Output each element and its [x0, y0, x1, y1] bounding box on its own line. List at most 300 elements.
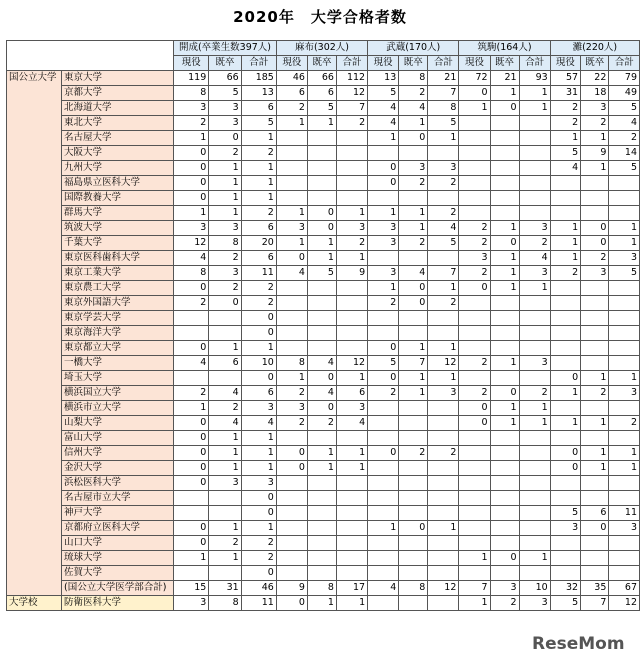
count-cell: 2 — [609, 416, 640, 431]
university-name: 東北大学 — [62, 116, 174, 131]
count-cell: 2 — [581, 251, 609, 266]
count-cell — [459, 566, 490, 581]
subheader-cell: 現役 — [276, 56, 307, 71]
count-cell: 1 — [209, 161, 241, 176]
university-name: 信州大学 — [62, 446, 174, 461]
count-cell: 8 — [209, 236, 241, 251]
count-cell: 0 — [307, 206, 336, 221]
count-cell: 0 — [550, 371, 580, 386]
count-cell — [459, 461, 490, 476]
count-cell — [519, 476, 550, 491]
count-cell: 3 — [550, 521, 580, 536]
count-cell — [459, 191, 490, 206]
count-cell — [581, 311, 609, 326]
count-cell — [336, 431, 367, 446]
count-cell: 12 — [428, 581, 459, 596]
university-name: 京都府立医科大学 — [62, 521, 174, 536]
count-cell — [519, 341, 550, 356]
count-cell — [519, 296, 550, 311]
count-cell: 1 — [209, 431, 241, 446]
count-cell — [209, 371, 241, 386]
count-cell — [428, 326, 459, 341]
count-cell — [307, 566, 336, 581]
count-cell: 4 — [519, 251, 550, 266]
count-cell: 5 — [368, 356, 399, 371]
university-name: 金沢大学 — [62, 461, 174, 476]
count-cell: 4 — [336, 416, 367, 431]
count-cell — [336, 476, 367, 491]
count-cell — [609, 551, 640, 566]
count-cell: 2 — [428, 176, 459, 191]
count-cell: 3 — [241, 401, 276, 416]
count-cell: 6 — [209, 356, 241, 371]
count-cell — [174, 326, 209, 341]
table-row — [7, 206, 640, 221]
count-cell — [581, 296, 609, 311]
count-cell: 1 — [399, 341, 428, 356]
count-cell — [609, 191, 640, 206]
count-cell — [490, 446, 519, 461]
count-cell: 2 — [276, 386, 307, 401]
subheader-cell: 合計 — [428, 56, 459, 71]
count-cell — [399, 146, 428, 161]
count-cell: 4 — [307, 356, 336, 371]
count-cell: 1 — [490, 251, 519, 266]
count-cell: 20 — [241, 236, 276, 251]
count-cell: 7 — [459, 581, 490, 596]
count-cell: 1 — [490, 401, 519, 416]
count-cell — [276, 491, 307, 506]
count-cell — [519, 161, 550, 176]
count-cell: 3 — [519, 356, 550, 371]
count-cell: 3 — [174, 101, 209, 116]
count-cell — [581, 176, 609, 191]
count-cell — [368, 566, 399, 581]
count-cell — [336, 176, 367, 191]
count-cell: 6 — [307, 86, 336, 101]
count-cell: 2 — [209, 251, 241, 266]
count-cell: 1 — [399, 386, 428, 401]
count-cell — [307, 146, 336, 161]
count-cell: 0 — [307, 221, 336, 236]
count-cell: 8 — [174, 266, 209, 281]
count-cell — [490, 431, 519, 446]
count-cell — [609, 401, 640, 416]
count-cell: 0 — [550, 461, 580, 476]
count-cell: 1 — [519, 416, 550, 431]
count-cell — [519, 506, 550, 521]
count-cell — [276, 176, 307, 191]
count-cell: 2 — [399, 176, 428, 191]
count-cell: 4 — [368, 116, 399, 131]
subheader-cell: 既卒 — [399, 56, 428, 71]
count-cell — [209, 566, 241, 581]
count-cell: 5 — [550, 506, 580, 521]
count-cell — [174, 311, 209, 326]
count-cell: 2 — [241, 536, 276, 551]
count-cell: 1 — [609, 221, 640, 236]
count-cell: 1 — [174, 206, 209, 221]
count-cell — [490, 296, 519, 311]
count-cell: 5 — [307, 101, 336, 116]
count-cell — [336, 296, 367, 311]
count-cell — [368, 191, 399, 206]
count-cell — [609, 296, 640, 311]
table-row — [7, 371, 640, 386]
count-cell: 1 — [241, 341, 276, 356]
count-cell: 1 — [581, 416, 609, 431]
count-cell — [519, 536, 550, 551]
count-cell: 0 — [174, 146, 209, 161]
count-cell — [519, 206, 550, 221]
count-cell: 1 — [276, 206, 307, 221]
count-cell: 0 — [490, 386, 519, 401]
count-cell: 0 — [399, 296, 428, 311]
subheader-cell: 合計 — [519, 56, 550, 71]
count-cell: 13 — [368, 71, 399, 86]
count-cell: 8 — [174, 86, 209, 101]
count-cell: 79 — [609, 71, 640, 86]
count-cell: 1 — [581, 131, 609, 146]
count-cell: 21 — [490, 71, 519, 86]
page-title: 2020年 大学合格者数 — [233, 8, 407, 26]
count-cell — [581, 491, 609, 506]
count-cell: 2 — [459, 356, 490, 371]
count-cell: 1 — [241, 446, 276, 461]
count-cell: 6 — [241, 101, 276, 116]
count-cell — [307, 131, 336, 146]
count-cell — [609, 176, 640, 191]
count-cell: 1 — [490, 221, 519, 236]
count-cell: 1 — [276, 116, 307, 131]
count-cell: 1 — [209, 446, 241, 461]
count-cell: 1 — [459, 596, 490, 611]
count-cell — [609, 536, 640, 551]
count-cell: 7 — [581, 596, 609, 611]
count-cell: 4 — [399, 101, 428, 116]
count-cell — [399, 491, 428, 506]
count-cell: 1 — [209, 341, 241, 356]
count-cell: 9 — [276, 581, 307, 596]
count-cell — [428, 476, 459, 491]
count-cell: 3 — [609, 521, 640, 536]
count-cell — [336, 326, 367, 341]
count-cell: 112 — [336, 71, 367, 86]
count-cell: 0 — [399, 281, 428, 296]
count-cell — [276, 131, 307, 146]
count-cell — [307, 341, 336, 356]
count-cell: 2 — [368, 386, 399, 401]
count-cell — [368, 491, 399, 506]
university-name: 富山大学 — [62, 431, 174, 446]
count-cell: 0 — [174, 281, 209, 296]
table-row — [7, 401, 640, 416]
table-row — [7, 251, 640, 266]
count-cell — [459, 296, 490, 311]
count-cell — [428, 191, 459, 206]
count-cell — [581, 341, 609, 356]
table-row — [7, 116, 640, 131]
count-cell: 1 — [336, 461, 367, 476]
university-name: 東京農工大学 — [62, 281, 174, 296]
count-cell: 5 — [550, 596, 580, 611]
count-cell: 0 — [174, 161, 209, 176]
count-cell: 6 — [241, 251, 276, 266]
count-cell: 0 — [241, 311, 276, 326]
count-cell: 1 — [209, 206, 241, 221]
university-name: 琉球大学 — [62, 551, 174, 566]
count-cell — [581, 326, 609, 341]
count-cell: 1 — [550, 416, 580, 431]
count-cell — [368, 146, 399, 161]
count-cell — [336, 506, 367, 521]
university-name: 東京都立大学 — [62, 341, 174, 356]
count-cell: 0 — [307, 371, 336, 386]
count-cell: 0 — [368, 371, 399, 386]
count-cell — [428, 536, 459, 551]
count-cell — [368, 431, 399, 446]
count-cell — [276, 281, 307, 296]
subheader-cell: 既卒 — [307, 56, 336, 71]
count-cell: 5 — [609, 161, 640, 176]
count-cell: 1 — [550, 221, 580, 236]
count-cell — [276, 161, 307, 176]
count-cell — [174, 566, 209, 581]
count-cell: 3 — [368, 236, 399, 251]
count-cell — [307, 551, 336, 566]
count-cell — [519, 311, 550, 326]
count-cell — [581, 401, 609, 416]
count-cell — [459, 491, 490, 506]
count-cell: 119 — [174, 71, 209, 86]
count-cell — [399, 326, 428, 341]
count-cell — [519, 131, 550, 146]
university-name: 京都大学 — [62, 86, 174, 101]
count-cell: 3 — [519, 266, 550, 281]
university-name: 名古屋市立大学 — [62, 491, 174, 506]
count-cell — [174, 371, 209, 386]
count-cell: 2 — [209, 281, 241, 296]
count-cell — [459, 116, 490, 131]
count-cell — [490, 506, 519, 521]
count-cell — [428, 146, 459, 161]
count-cell: 31 — [550, 86, 580, 101]
count-cell: 1 — [459, 101, 490, 116]
university-name: 千葉大学 — [62, 236, 174, 251]
count-cell: 1 — [399, 371, 428, 386]
school-header: 麻布(302人) — [276, 41, 367, 56]
count-cell: 0 — [368, 176, 399, 191]
count-cell — [307, 311, 336, 326]
count-cell: 5 — [550, 146, 580, 161]
count-cell: 3 — [174, 221, 209, 236]
count-cell — [581, 476, 609, 491]
count-cell: 1 — [307, 116, 336, 131]
count-cell: 1 — [241, 191, 276, 206]
count-cell: 2 — [609, 131, 640, 146]
count-cell — [490, 476, 519, 491]
count-cell: 2 — [174, 296, 209, 311]
count-cell — [307, 191, 336, 206]
count-cell: 3 — [336, 401, 367, 416]
count-cell — [368, 401, 399, 416]
count-cell: 1 — [209, 461, 241, 476]
count-cell — [307, 326, 336, 341]
count-cell: 1 — [336, 371, 367, 386]
count-cell — [276, 191, 307, 206]
count-cell: 3 — [209, 266, 241, 281]
count-cell: 5 — [307, 266, 336, 281]
count-cell — [336, 341, 367, 356]
count-cell: 0 — [459, 401, 490, 416]
count-cell — [399, 191, 428, 206]
count-cell: 93 — [519, 71, 550, 86]
subheader-cell: 現役 — [368, 56, 399, 71]
count-cell: 46 — [241, 581, 276, 596]
count-cell: 2 — [459, 221, 490, 236]
count-cell: 2 — [209, 401, 241, 416]
count-cell: 6 — [336, 386, 367, 401]
count-cell: 0 — [174, 476, 209, 491]
results-table — [6, 40, 640, 611]
count-cell — [519, 566, 550, 581]
subheader-cell: 現役 — [459, 56, 490, 71]
count-cell — [368, 476, 399, 491]
count-cell: 1 — [307, 236, 336, 251]
school-header: 灘(220人) — [550, 41, 639, 56]
count-cell — [519, 116, 550, 131]
count-cell — [276, 521, 307, 536]
count-cell: 1 — [581, 161, 609, 176]
count-cell: 3 — [581, 266, 609, 281]
count-cell: 0 — [209, 131, 241, 146]
count-cell: 6 — [241, 386, 276, 401]
count-cell: 2 — [241, 296, 276, 311]
count-cell: 3 — [241, 476, 276, 491]
count-cell — [428, 311, 459, 326]
count-cell: 4 — [368, 581, 399, 596]
table-row — [7, 266, 640, 281]
table-row — [7, 446, 640, 461]
count-cell: 4 — [550, 161, 580, 176]
count-cell: 1 — [209, 551, 241, 566]
count-cell — [276, 311, 307, 326]
university-name: 佐賀大学 — [62, 566, 174, 581]
count-cell — [428, 566, 459, 581]
count-cell: 4 — [307, 386, 336, 401]
count-cell — [609, 311, 640, 326]
subheader-cell: 既卒 — [490, 56, 519, 71]
count-cell: 1 — [399, 116, 428, 131]
count-cell: 3 — [209, 476, 241, 491]
count-cell — [399, 311, 428, 326]
count-cell: 5 — [609, 266, 640, 281]
table-row — [7, 536, 640, 551]
count-cell — [609, 341, 640, 356]
count-cell: 3 — [609, 251, 640, 266]
count-cell: 0 — [459, 416, 490, 431]
table-row — [7, 236, 640, 251]
count-cell: 0 — [550, 446, 580, 461]
university-name: 防衛医科大学 — [62, 596, 174, 611]
university-name: 横浜国立大学 — [62, 386, 174, 401]
count-cell: 46 — [276, 71, 307, 86]
count-cell — [459, 176, 490, 191]
count-cell: 1 — [490, 86, 519, 101]
count-cell: 1 — [307, 596, 336, 611]
count-cell: 3 — [336, 221, 367, 236]
count-cell — [276, 551, 307, 566]
count-cell: 1 — [550, 251, 580, 266]
count-cell — [519, 491, 550, 506]
count-cell — [490, 146, 519, 161]
count-cell — [399, 431, 428, 446]
count-cell: 1 — [307, 461, 336, 476]
count-cell — [609, 431, 640, 446]
table-row — [7, 476, 640, 491]
university-name: 国際教養大学 — [62, 191, 174, 206]
count-cell — [399, 476, 428, 491]
count-cell — [428, 551, 459, 566]
count-cell — [581, 281, 609, 296]
subheader-cell: 合計 — [609, 56, 640, 71]
count-cell: 2 — [307, 416, 336, 431]
count-cell — [428, 461, 459, 476]
count-cell: 5 — [241, 116, 276, 131]
count-cell: 3 — [519, 221, 550, 236]
table-row — [7, 506, 640, 521]
table-row — [7, 161, 640, 176]
count-cell — [399, 566, 428, 581]
count-cell — [490, 161, 519, 176]
count-cell: 5 — [428, 116, 459, 131]
count-cell: 8 — [428, 101, 459, 116]
count-cell — [399, 251, 428, 266]
count-cell: 0 — [241, 491, 276, 506]
count-cell — [459, 206, 490, 221]
count-cell: 1 — [428, 281, 459, 296]
count-cell: 14 — [609, 146, 640, 161]
count-cell: 1 — [459, 551, 490, 566]
count-cell — [336, 566, 367, 581]
count-cell: 1 — [368, 521, 399, 536]
count-cell: 0 — [459, 86, 490, 101]
count-cell — [550, 551, 580, 566]
count-cell: 2 — [336, 116, 367, 131]
table-row — [7, 86, 640, 101]
count-cell — [368, 551, 399, 566]
count-cell — [519, 191, 550, 206]
count-cell: 0 — [581, 221, 609, 236]
table-row — [7, 386, 640, 401]
count-cell: 12 — [336, 86, 367, 101]
count-cell: 1 — [550, 386, 580, 401]
count-cell: 4 — [209, 386, 241, 401]
count-cell: 1 — [609, 371, 640, 386]
count-cell: 4 — [209, 416, 241, 431]
count-cell: 0 — [174, 191, 209, 206]
subheader-cell: 現役 — [550, 56, 580, 71]
count-cell — [336, 131, 367, 146]
count-cell — [307, 161, 336, 176]
count-cell: 3 — [609, 386, 640, 401]
count-cell: 8 — [209, 596, 241, 611]
count-cell: 4 — [428, 221, 459, 236]
university-name: 筑波大学 — [62, 221, 174, 236]
count-cell: 2 — [428, 446, 459, 461]
count-cell: 5 — [609, 101, 640, 116]
count-cell — [459, 476, 490, 491]
